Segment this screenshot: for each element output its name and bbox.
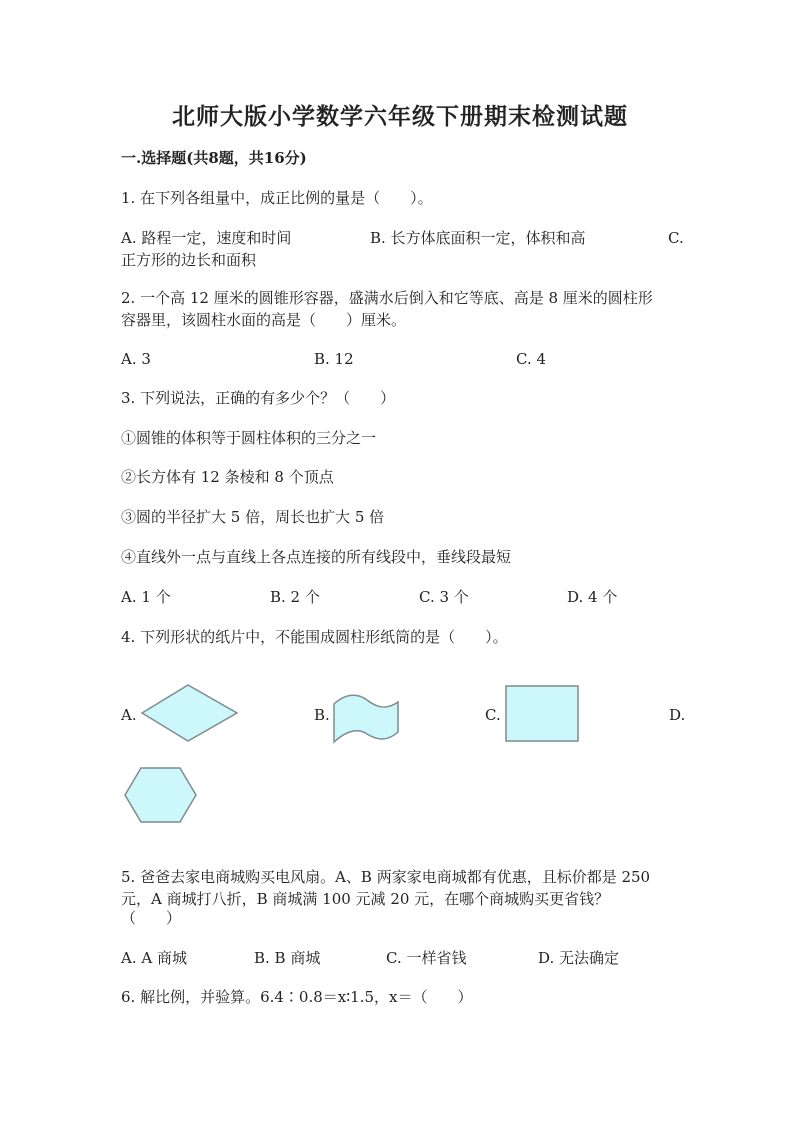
question-4-option-c-label: C. — [485, 706, 501, 724]
question-2-option-c: C. 4 — [516, 350, 547, 368]
rectangle-shape — [504, 684, 580, 744]
question-5-option-b: B. B 商城 — [254, 949, 321, 967]
question-5-line-2: 元，A 商城打八折，B 商城满 100 元减 20 元，在哪个商城购买更省钱？ — [121, 890, 610, 908]
question-3-statement-4: ④直线外一点与直线上各点连接的所有线段中，垂线段最短 — [121, 548, 512, 566]
wavy-sheet-shape — [331, 690, 401, 746]
question-1-option-a: A. 路程一定，速度和时间 — [121, 229, 292, 247]
question-2-line-1: 2. 一个高 12 厘米的圆锥形容器，盛满水后倒入和它等底、高是 8 厘米的圆柱形 — [121, 289, 653, 307]
question-3-option-c: C. 3 个 — [419, 588, 469, 606]
question-4-option-d-label: D. — [669, 706, 686, 724]
question-5-option-d: D. 无法确定 — [538, 949, 620, 967]
question-4-option-b-label: B. — [314, 706, 330, 724]
question-1-stem: 1. 在下列各组量中，成正比例的量是（ ）。 — [121, 189, 433, 207]
question-5-option-a: A. A 商城 — [121, 949, 187, 967]
question-3-option-a: A. 1 个 — [121, 588, 171, 606]
question-3-option-d: D. 4 个 — [567, 588, 618, 606]
question-5-line-1: 5. 爸爸去家电商城购买电风扇。A、B 两家家电商城都有优惠，且标价都是 250 — [121, 868, 651, 886]
question-1-option-b: B. 长方体底面积一定，体积和高 — [370, 229, 586, 247]
question-3-option-b: B. 2 个 — [270, 588, 320, 606]
question-6-stem: 6. 解比例，并验算。6.4∶0.8＝x∶1.5，x＝（ ） — [121, 988, 473, 1006]
question-3-stem: 3. 下列说法，正确的有多少个？（ ） — [121, 389, 396, 407]
question-4-stem: 4. 下列形状的纸片中，不能围成圆柱形纸筒的是（ ）。 — [121, 628, 508, 646]
hexagon-shape — [122, 766, 202, 826]
page-title: 北师大版小学数学六年级下册期末检测试题 — [172, 103, 628, 130]
question-3-statement-2: ②长方体有 12 条棱和 8 个顶点 — [121, 468, 334, 486]
rhombus-shape — [140, 683, 240, 743]
question-1-option-c: C. — [668, 229, 684, 247]
question-5-option-c: C. 一样省钱 — [386, 949, 467, 967]
question-3-statement-3: ③圆的半径扩大 5 倍，周长也扩大 5 倍 — [121, 508, 385, 526]
question-2-option-a: A. 3 — [121, 350, 151, 368]
question-2-line-2: 容器里，该圆柱水面的高是（ ）厘米。 — [121, 311, 407, 329]
question-1-option-c-text: 正方形的边长和面积 — [121, 251, 257, 269]
question-5-line-3: （ ） — [121, 909, 182, 927]
section-heading: 一.选择题(共8题，共16分) — [121, 149, 307, 167]
question-4-option-a-label: A. — [121, 706, 137, 724]
question-2-option-b: B. 12 — [314, 350, 354, 368]
question-3-statement-1: ①圆锥的体积等于圆柱体积的三分之一 — [121, 429, 377, 447]
